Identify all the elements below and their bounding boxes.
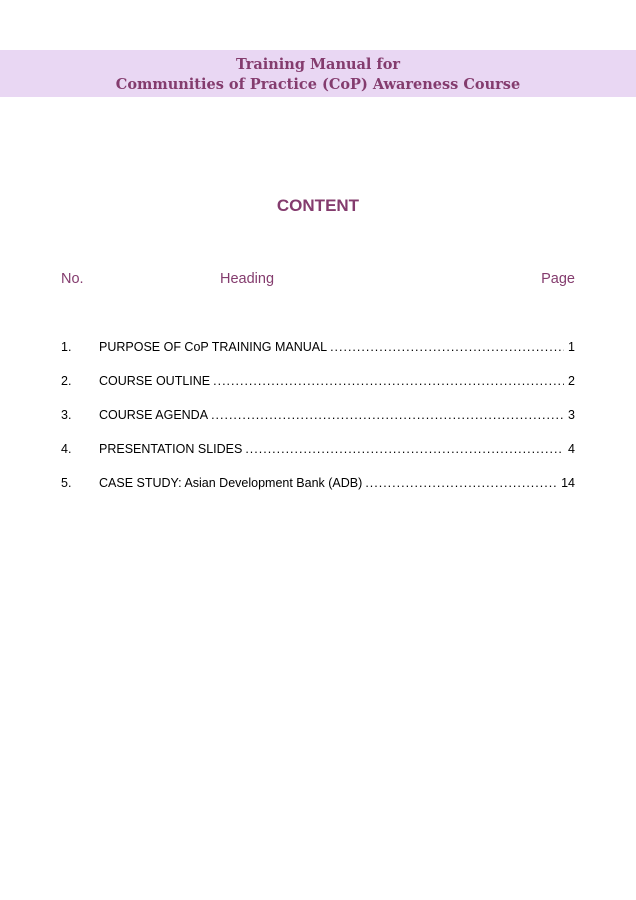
toc-entry[interactable]: [61, 374, 575, 408]
toc-leader-dots: [245, 442, 564, 456]
toc-leader-dots: [211, 408, 564, 422]
toc-entry-title[interactable]: COURSE AGENDA: [99, 408, 209, 422]
header-band: [0, 50, 636, 97]
toc-leader-dots: [330, 340, 564, 354]
toc-entry[interactable]: [61, 340, 575, 374]
toc-entry-page[interactable]: 4: [568, 442, 575, 456]
toc-entry-page[interactable]: 14: [561, 476, 575, 490]
toc-entry-title[interactable]: CASE STUDY: Asian Development Bank (ADB): [99, 476, 363, 490]
content-heading: CONTENT: [276, 196, 360, 215]
toc-entry-title[interactable]: PRESENTATION SLIDES: [99, 442, 243, 456]
toc-leader-dots: [213, 374, 564, 388]
toc-entry-number: 3.: [61, 408, 72, 422]
toc-entry-title[interactable]: PURPOSE OF CoP TRAINING MANUAL: [99, 340, 328, 354]
toc-entry-number: 2.: [61, 374, 72, 388]
column-header-heading: Heading: [220, 271, 275, 287]
toc-entry[interactable]: [61, 442, 575, 476]
toc-entry-page[interactable]: 1: [568, 340, 575, 354]
column-header-page: Page: [541, 271, 575, 287]
toc-entry[interactable]: [61, 476, 575, 510]
toc-entry-page[interactable]: 2: [568, 374, 575, 388]
toc-entry[interactable]: [61, 408, 575, 442]
manual-title-line-1: Training Manual for: [235, 56, 401, 73]
column-header-no: No.: [61, 271, 84, 287]
toc-entry-number: 1.: [61, 340, 72, 354]
toc-entry-page[interactable]: 3: [568, 408, 575, 422]
toc-leader-dots: [365, 476, 557, 490]
toc-entry-title[interactable]: COURSE OUTLINE: [99, 374, 211, 388]
table-of-contents: [61, 340, 575, 510]
manual-title-line-2: Communities of Practice (CoP) Awareness Course: [115, 76, 521, 93]
toc-entry-number: 4.: [61, 442, 72, 456]
toc-entry-number: 5.: [61, 476, 72, 490]
